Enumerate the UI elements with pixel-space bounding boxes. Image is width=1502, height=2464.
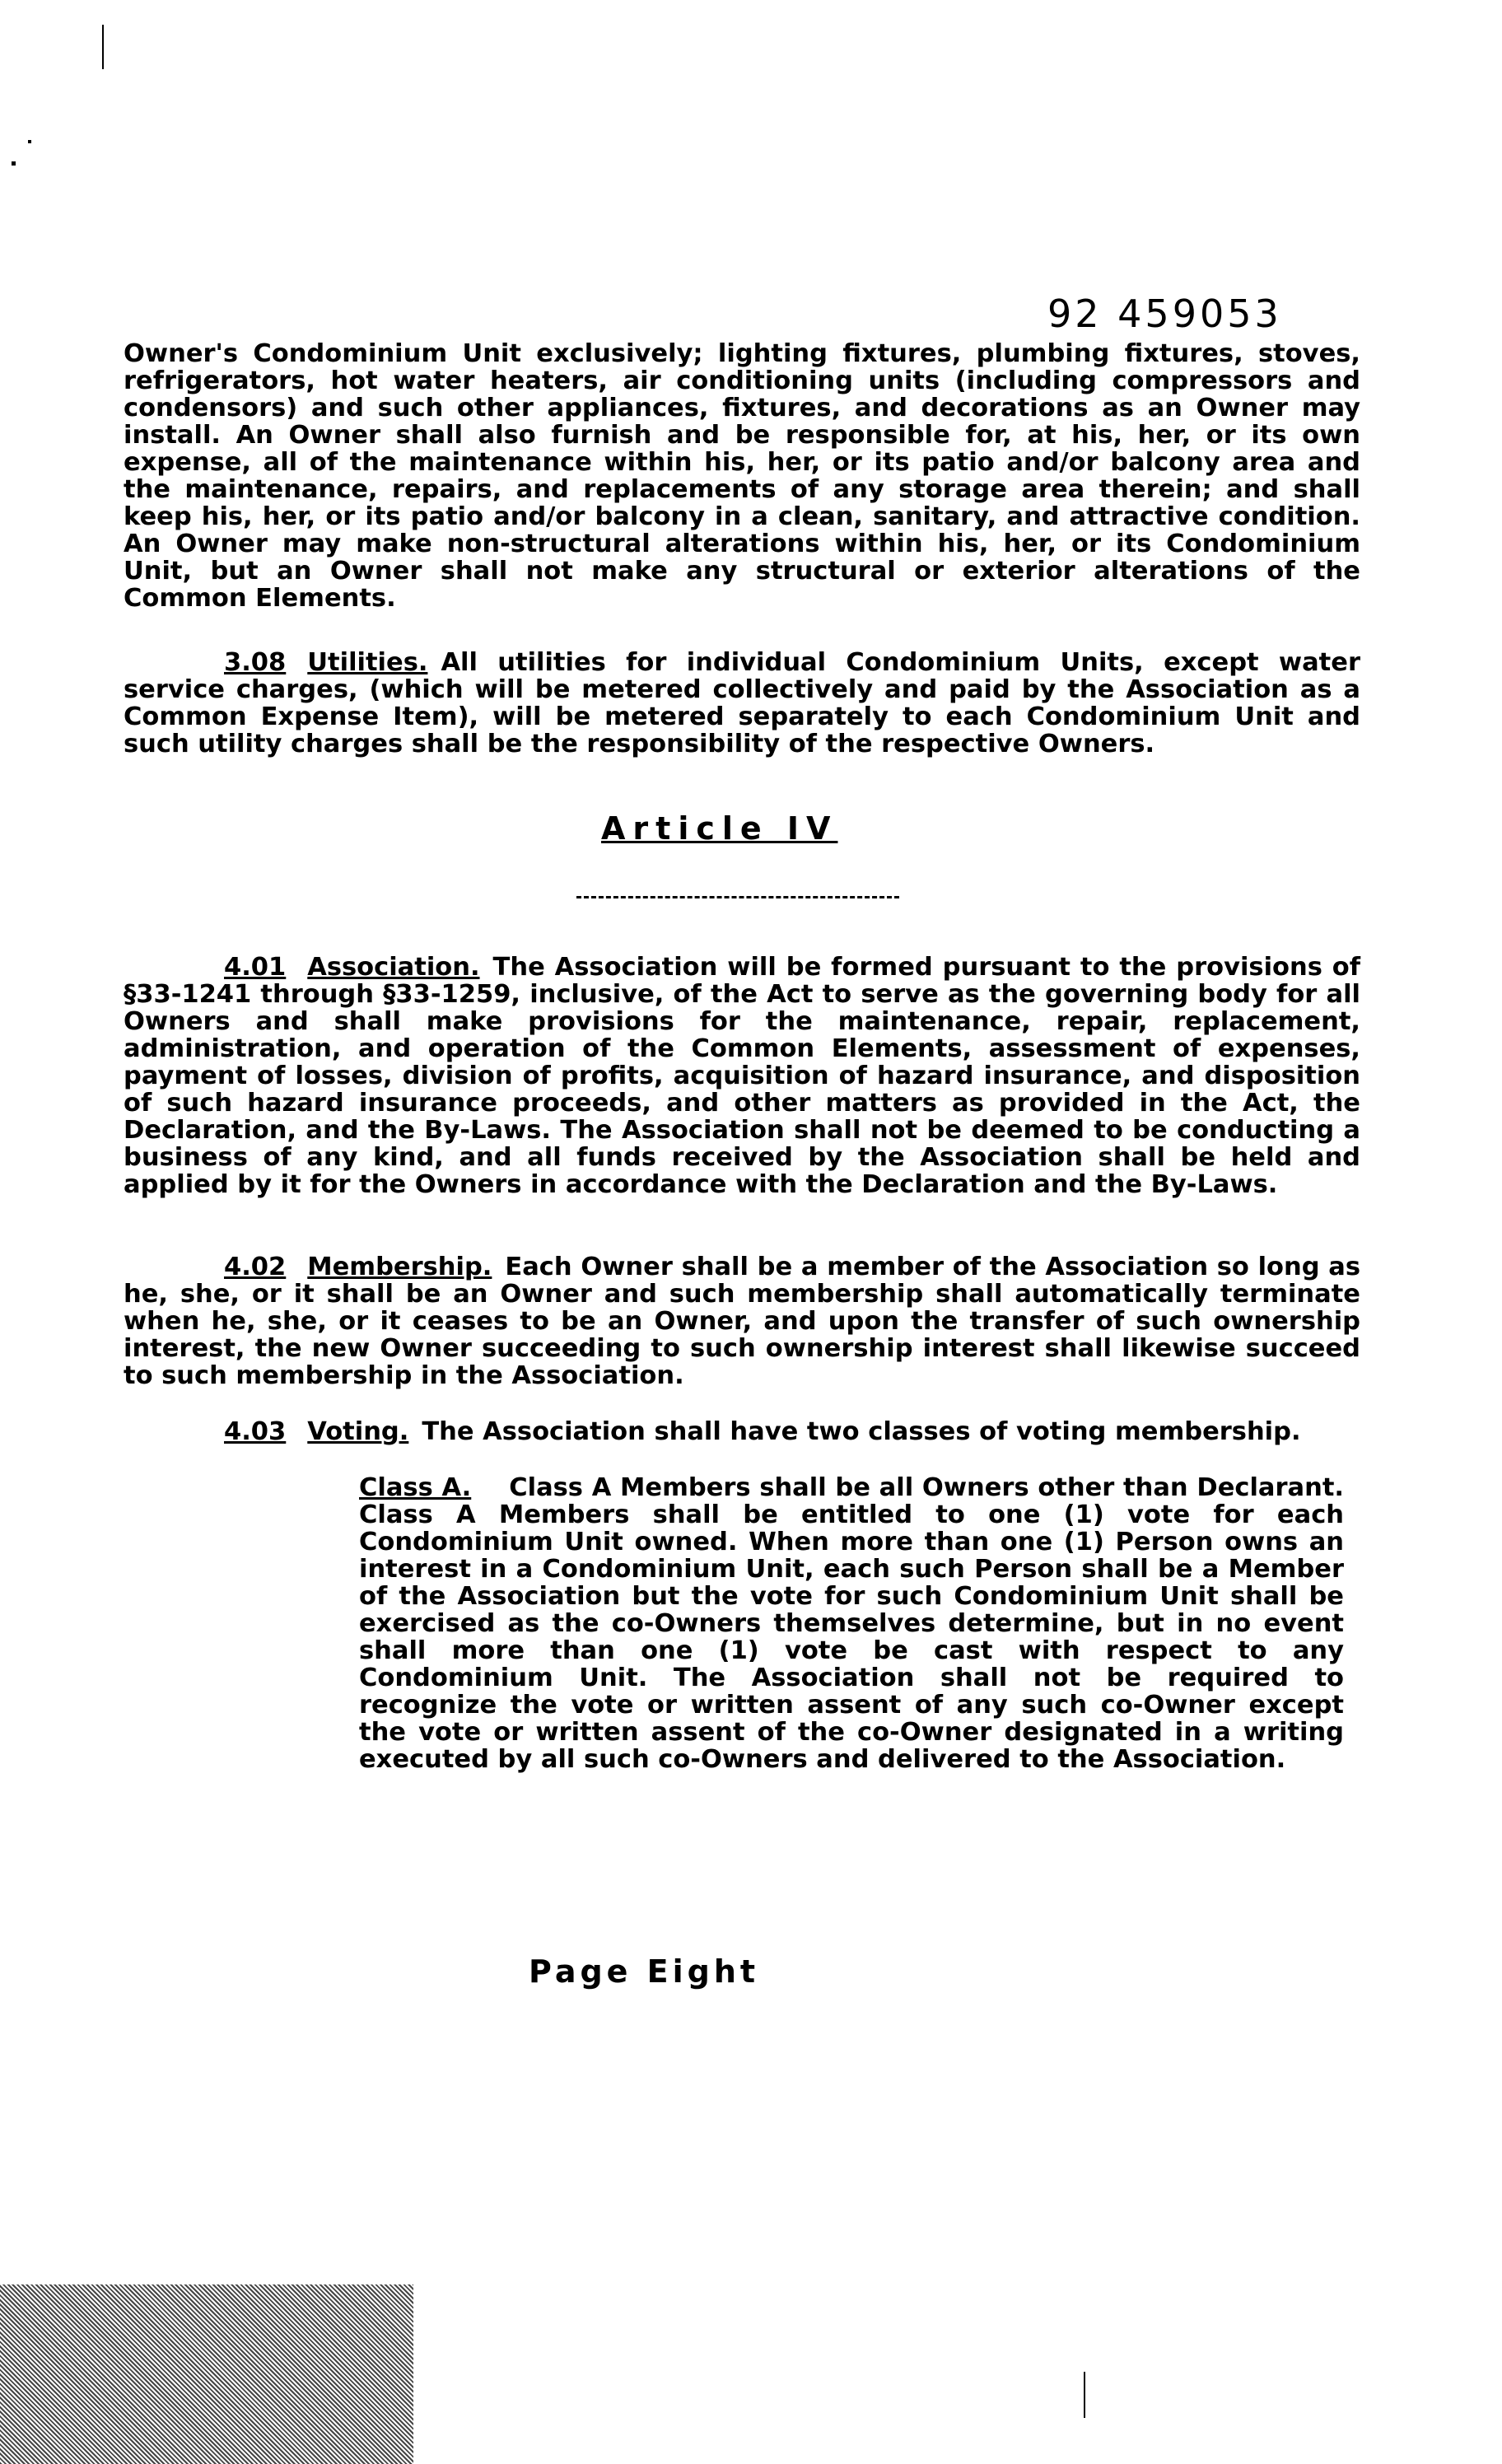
- scan-mark-bottom: [1084, 2372, 1085, 2418]
- section-3-08: [124, 649, 1360, 758]
- article-heading: Article IV: [601, 810, 838, 847]
- document-number: 92 459053: [1047, 292, 1282, 336]
- section-3-08-number: 3.08: [224, 648, 287, 677]
- class-a-text: Class A Members shall be all Owners other than Declarant. Class A Members shall be entitled to one (1) vote for each Condominium Unit owned. When more than one (1) Person owns an interest in a Condominium Unit, each such Person shall be a Member of the Association but the vote for such Condominium Unit shall be exercised as the co-Owners themselves determine, but in no event shall more than one (1) vote be cast with respect to any Condominium Unit. The Association shall not be required to recognize the vote or written assent of any such co-Owner except the vote or written assent of the co-Owner designated in a writing executed by all such co-Owners and delivered to the Association.: [359, 1473, 1344, 1774]
- scan-mark-top: [102, 25, 104, 69]
- section-4-02-title: Membership.: [307, 1253, 492, 1281]
- page-footer: Page Eight: [529, 1953, 760, 1990]
- scan-noise-patch: [0, 2284, 413, 2464]
- section-4-03-title: Voting.: [307, 1417, 409, 1446]
- section-4-01-text: The Association will be formed pursuant to the provisions of §33-1241 through §33-1259, inclusive, of the Act to serve as the governing body for all Owners and shall make provisions for the maintenance, repair, replacement, administration, and operation of the Common Elements, assessment of expenses, payment of losses, division of profits, acquisition of hazard insurance, and disposition of such hazard insurance proceeds, and other matters as provided in the Act, the Declaration, and the By-Laws. The Association shall not be deemed to be conducting a business of any kind, and all funds received by the Association shall be held and applied by it for the Owners in accordance with the Declaration and the By-Laws.: [124, 953, 1360, 1199]
- scan-speck-left-2: [28, 140, 31, 143]
- section-4-02: [124, 1253, 1360, 1389]
- section-3-08-title: Utilities.: [307, 648, 428, 677]
- section-3-08-text: All utilities for individual Condominium Units, except water service charges, (which will be metered collectively and paid by the Association as a Common Expense Item), will be metered separately to each Condominium Unit and such utility charges shall be the responsibility of the respective Owners.: [124, 648, 1360, 758]
- section-4-03: [124, 1418, 1360, 1445]
- section-4-03-text: The Association shall have two classes of voting membership.: [422, 1417, 1301, 1446]
- paragraph-intro: Owner's Condominium Unit exclusively; lighting fixtures, plumbing fixtures, stoves, refrigerators, hot water heaters, air conditioning units (including compressors and condensors) and such other appliances, fixtures, and decorations as an Owner may install. An Owner shall also furnish and be responsible for, at his, her, or its own expense, all of the maintenance within his, her, or its patio and/or balcony area and the maintenance, repairs, and replacements of any storage area therein; and shall keep his, her, or its patio and/or balcony in a clean, sanitary, and attractive condition. An Owner may make non-structural alterations within his, her, or its Condominium Unit, but an Owner shall not make any structural or exterior alterations of the Common Elements.: [124, 339, 1360, 613]
- scan-speck-left: [12, 161, 16, 166]
- article-rule: [576, 896, 899, 898]
- class-a-title: Class A.: [359, 1473, 472, 1502]
- section-4-01: [124, 954, 1360, 1198]
- section-4-02-text: Each Owner shall be a member of the Association so long as he, she, or it shall be an Owner and such membership shall automatically terminate when he, she, or it ceases to be an Owner, and upon the transfer of such ownership interest, the new Owner succeeding to such ownership interest shall likewise succeed to such membership in the Association.: [124, 1253, 1360, 1390]
- section-4-02-number: 4.02: [224, 1253, 287, 1281]
- section-4-01-title: Association.: [307, 953, 480, 982]
- section-4-03-number: 4.03: [224, 1417, 287, 1446]
- section-4-01-number: 4.01: [224, 953, 287, 982]
- class-a-paragraph: [359, 1474, 1344, 1773]
